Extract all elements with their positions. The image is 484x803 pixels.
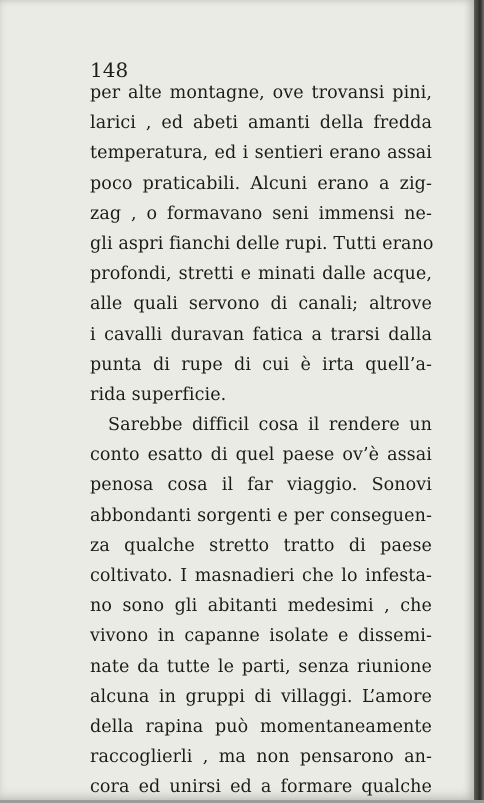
text-line: i cavalli duravan fatica a trarsi dalla (90, 324, 432, 345)
page-number: 148 (90, 58, 129, 82)
text-line: raccoglierli , ma non pensarono an- (90, 747, 432, 768)
text-line: zag , o formavano seni immensi ne- (90, 203, 432, 224)
text-line: abbondanti sorgenti e per conseguen- (90, 505, 432, 526)
book-spine-shadow (474, 0, 484, 800)
text-line: no sono gli abitanti medesimi , che (90, 596, 432, 617)
text-line: nate da tutte le parti, senza riunione (90, 656, 432, 677)
text-line: penosa cosa il far viaggio. Sonovi (90, 475, 432, 496)
text-line: punta di rupe di cui è irta quell’a- (90, 354, 432, 375)
text-line: vivono in capanne isolate e dissemi- (90, 626, 432, 647)
text-line: larici , ed abeti amanti della fredda (90, 113, 432, 134)
text-line: coltivato. I masnadieri che lo infesta- (90, 566, 432, 586)
text-line: gli aspri fianchi delle rupi. Tutti erano (90, 233, 434, 254)
text-line: per alte montagne, ove trovansi pini, (90, 83, 432, 103)
text-line: profondi, stretti e minati dalle acque, (90, 264, 432, 285)
text-line: za qualche stretto tratto di paese (90, 535, 432, 556)
paragraph-end-line: rida superficie. (90, 384, 227, 405)
text-line: della rapina può momentaneamente (90, 716, 432, 737)
text-line: alcuna in gruppi di villaggi. L’amore (90, 686, 432, 707)
text-line: alle quali servono di canali; altrove (90, 294, 432, 315)
text-line: poco praticabili. Alcuni erano a zig- (90, 173, 432, 194)
text-line: cora ed unirsi ed a formare qualche (90, 777, 432, 798)
body-text (90, 78, 432, 803)
text-line: temperatura, ed i sentieri erano assai (90, 143, 432, 164)
paragraph-start-line: Sarebbe difficil cosa il rendere un (108, 415, 432, 436)
text-line: conto esatto di quel paese ov’è assai (90, 445, 432, 466)
